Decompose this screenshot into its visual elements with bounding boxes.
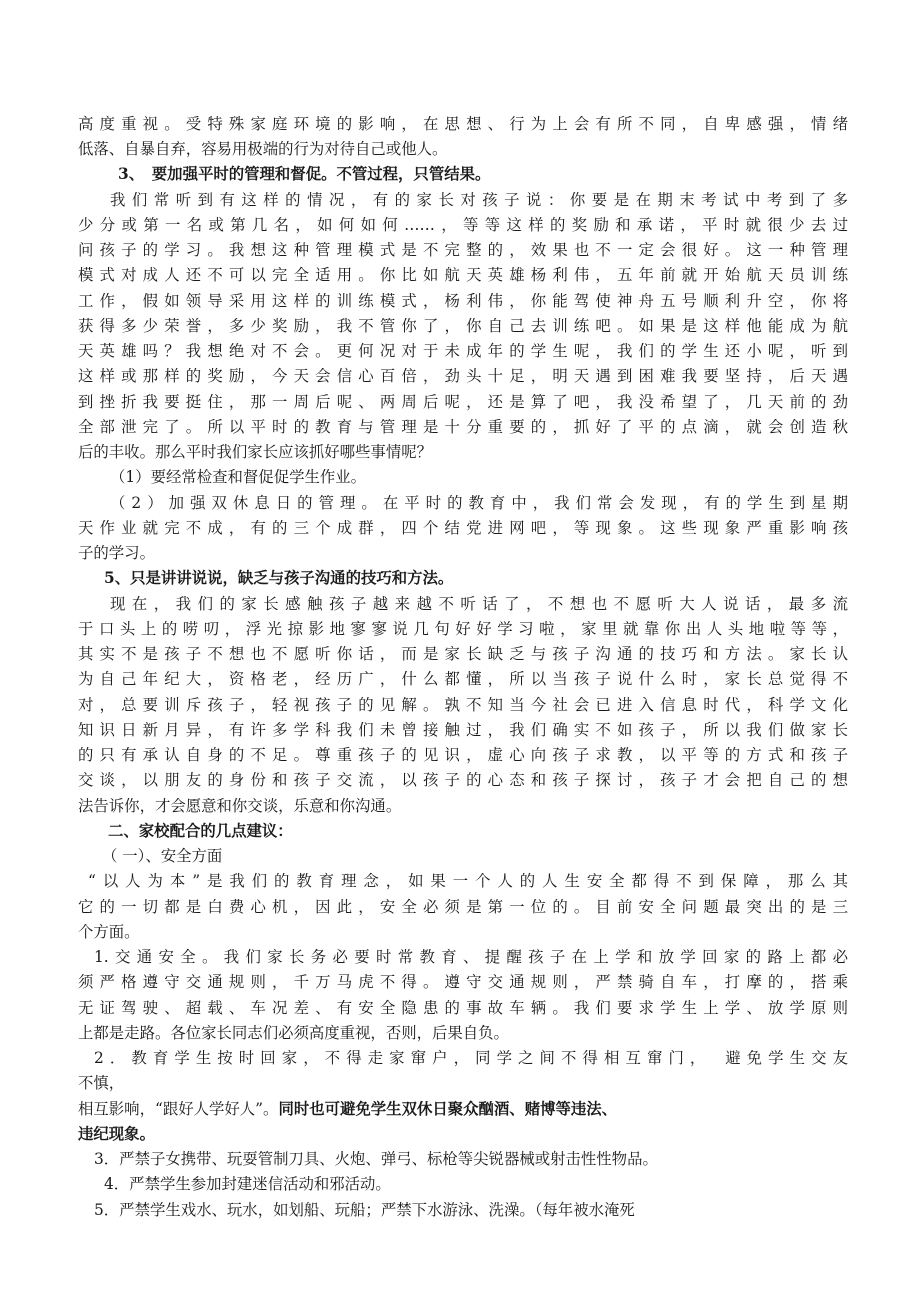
text-line bbox=[78, 339, 848, 364]
text-span: 模式对成人还不可以完全适用。你比如航天英雄杨利伟，五年前就开始航天员训练 bbox=[78, 266, 848, 284]
text-span: 3、 要加强平时的管理和督促。不管过程，只管结果。 bbox=[118, 165, 491, 183]
text-span: （2）加强双休息日的管理。在平时的教育中，我们常会发现，有的学生到星期 bbox=[110, 494, 848, 512]
text-line bbox=[110, 188, 848, 213]
text-line bbox=[78, 718, 848, 743]
list-item bbox=[110, 491, 848, 516]
text-span: 知识日新月异，有许多学科我们未曾接触过，我们确实不如孩子，所以我们做家长 bbox=[78, 721, 848, 739]
bold-span: 同时也可避免学生双休日聚众酗酒、赌博等违法、 bbox=[278, 1100, 618, 1118]
text-span: 4．严禁学生参加封建迷信活动和邪活动。 bbox=[104, 1175, 391, 1193]
text-line bbox=[78, 213, 848, 238]
text-span: 高度重视。受特殊家庭环境的影响，在思想、行为上会有所不同，自卑感强，情绪 bbox=[78, 115, 848, 133]
list-item bbox=[94, 945, 848, 970]
text-line bbox=[78, 1122, 848, 1147]
text-span: 我们常听到有这样的情况，有的家长对孩子说：你要是在期末考试中考到了多 bbox=[110, 191, 848, 209]
text-line bbox=[78, 1097, 848, 1122]
text-span: 个方面。 bbox=[78, 923, 140, 941]
text-span: 少分或第一名或第几名，如何如何……，等等这样的奖励和承诺，平时就很少去过 bbox=[78, 216, 848, 234]
text-line bbox=[78, 920, 848, 945]
text-span: 全部泄完了。所以平时的教育与管理是十分重要的，抓好了平的点滴，就会创造秋 bbox=[78, 418, 848, 436]
text-span: 为自己年纪大，资格老，经历广，什么都懂，所以当孩子说什么时，家长总觉得不 bbox=[78, 670, 848, 688]
list-item bbox=[110, 465, 880, 490]
text-line bbox=[78, 364, 848, 389]
text-span: 子的学习。 bbox=[78, 544, 155, 562]
text-span: 对，总要训斥孩子，轻视孩子的见解。孰不知当今社会已进入信息时代，科学文化 bbox=[78, 696, 848, 714]
text-line bbox=[78, 693, 848, 718]
text-line bbox=[78, 289, 848, 314]
text-span: 交谈，以朋友的身份和孩子交流，以孩子的心态和孩子探讨，孩子才会把自己的想 bbox=[78, 771, 848, 789]
text-span: 5．严禁学生戏水、玩水，如划船、玩船；严禁下水游泳、洗澡。（每年被水淹死 bbox=[94, 1201, 635, 1219]
list-item bbox=[94, 1198, 848, 1223]
text-line bbox=[78, 440, 848, 465]
text-line bbox=[110, 592, 848, 617]
section-heading bbox=[108, 819, 878, 844]
text-line bbox=[78, 137, 848, 162]
text-span: “以人为本”是我们的教育理念，如果一个人的人生安全都得不到保障，那么其 bbox=[88, 872, 848, 890]
text-line bbox=[88, 869, 848, 894]
text-line bbox=[78, 642, 848, 667]
text-span: 须严格遵守交通规则，千万马虎不得。遵守交通规则，严禁骑自车，打摩的，搭乘 bbox=[78, 973, 848, 991]
text-span: 工作，假如领导采用这样的训练模式，杨利伟，你能驾使神舟五号顺利升空，你将 bbox=[78, 292, 848, 310]
section-heading bbox=[118, 162, 888, 187]
text-line bbox=[78, 1071, 848, 1096]
text-line bbox=[78, 541, 848, 566]
text-line bbox=[78, 263, 848, 288]
text-span: 违纪现象。 bbox=[78, 1125, 155, 1143]
text-line bbox=[78, 743, 848, 768]
text-span: 这样或那样的奖励，今天会信心百倍，劲头十足，明天遇到困难我要坚持，后天遇 bbox=[78, 367, 848, 385]
list-item bbox=[94, 1046, 848, 1071]
text-span: 问孩子的学习。我想这种管理模式是不完整的，效果也不一定会很好。这一种管理 bbox=[78, 241, 848, 259]
text-line bbox=[78, 617, 848, 642]
section-heading bbox=[104, 566, 874, 591]
text-span: 天作业就完不成，有的三个成群，四个结党进网吧，等现象。这些现象严重影响孩 bbox=[78, 519, 848, 537]
text-span: 1.交通安全。我们家长务必要时常教育、提醒孩子在上学和放学回家的路上都必 bbox=[94, 948, 848, 966]
list-item bbox=[104, 1172, 874, 1197]
text-line bbox=[78, 794, 848, 819]
text-span: 2．教育学生按时回家，不得走家窜户，同学之间不得相互窜门， 避免学生交友 bbox=[94, 1049, 848, 1067]
text-span: （ 一）、安全方面 bbox=[102, 847, 223, 865]
text-span: 到挫折我要挺住，那一周后呢、两周后呢，还是算了吧，我没希望了，几天前的劲 bbox=[78, 393, 848, 411]
text-span: （1）要经常检查和督促促学生作业。 bbox=[110, 468, 367, 486]
text-span: 获得多少荣誉，多少奖励，我不管你了，你自己去训练吧。如果是这样他能成为航 bbox=[78, 317, 848, 335]
text-line bbox=[78, 667, 848, 692]
text-span: 天英雄吗？我想绝对不会。更何况对于未成年的学生呢，我们的学生还小呢，听到 bbox=[78, 342, 848, 360]
text-span: 相互影响，“跟好人学好人”。 bbox=[78, 1100, 279, 1118]
text-line bbox=[78, 112, 848, 137]
text-span: 5、只是讲讲说说，缺乏与孩子沟通的技巧和方法。 bbox=[104, 569, 454, 587]
text-span: 其实不是孩子不想也不愿听你话，而是家长缺乏与孩子沟通的技巧和方法。家长认 bbox=[78, 645, 848, 663]
text-span: 无证驾驶、超载、车况差、有安全隐患的事故车辆。我们要求学生上学、放学原则 bbox=[78, 999, 848, 1017]
text-line bbox=[78, 415, 848, 440]
text-span: 3．严禁子女携带、玩耍管制刀具、火炮、弹弓、标枪等尖锐器械或射击性性物品。 bbox=[94, 1150, 658, 1168]
text-span: 它的一切都是白费心机，因此，安全必须是第一位的。目前安全问题最突出的是三 bbox=[78, 898, 848, 916]
text-span: 低落、自暴自弃，容易用极端的行为对待自己或他人。 bbox=[78, 140, 448, 158]
text-line bbox=[78, 516, 848, 541]
text-span: 上都是走路。各位家长同志们必须高度重视，否则，后果自负。 bbox=[78, 1024, 509, 1042]
text-line bbox=[78, 970, 848, 995]
text-line bbox=[78, 1021, 848, 1046]
text-line bbox=[78, 895, 848, 920]
text-line bbox=[78, 768, 848, 793]
text-span: 二、家校配合的几点建议： bbox=[108, 822, 293, 840]
text-span: 不慎， bbox=[78, 1074, 125, 1092]
text-span: 现在，我们的家长感触孩子越来越不听话了，不想也不愿听大人说话，最多流 bbox=[110, 595, 848, 613]
list-item bbox=[94, 1147, 848, 1172]
text-span: 法告诉你，才会愿意和你交谈，乐意和你沟通。 bbox=[78, 797, 402, 815]
text-line bbox=[78, 390, 848, 415]
text-span: 后的丰收。那么平时我们家长应该抓好哪些事情呢？ bbox=[78, 443, 432, 461]
text-line bbox=[78, 314, 848, 339]
text-span: 的只有承认自身的不足。尊重孩子的见识，虚心向孩子求教，以平等的方式和孩子 bbox=[78, 746, 848, 764]
text-line bbox=[78, 238, 848, 263]
subsection-heading bbox=[102, 844, 872, 869]
text-span: 于口头上的唠叨，浮光掠影地寥寥说几句好好学习啦，家里就靠你出人头地啦等等， bbox=[78, 620, 848, 638]
text-line bbox=[78, 996, 848, 1021]
